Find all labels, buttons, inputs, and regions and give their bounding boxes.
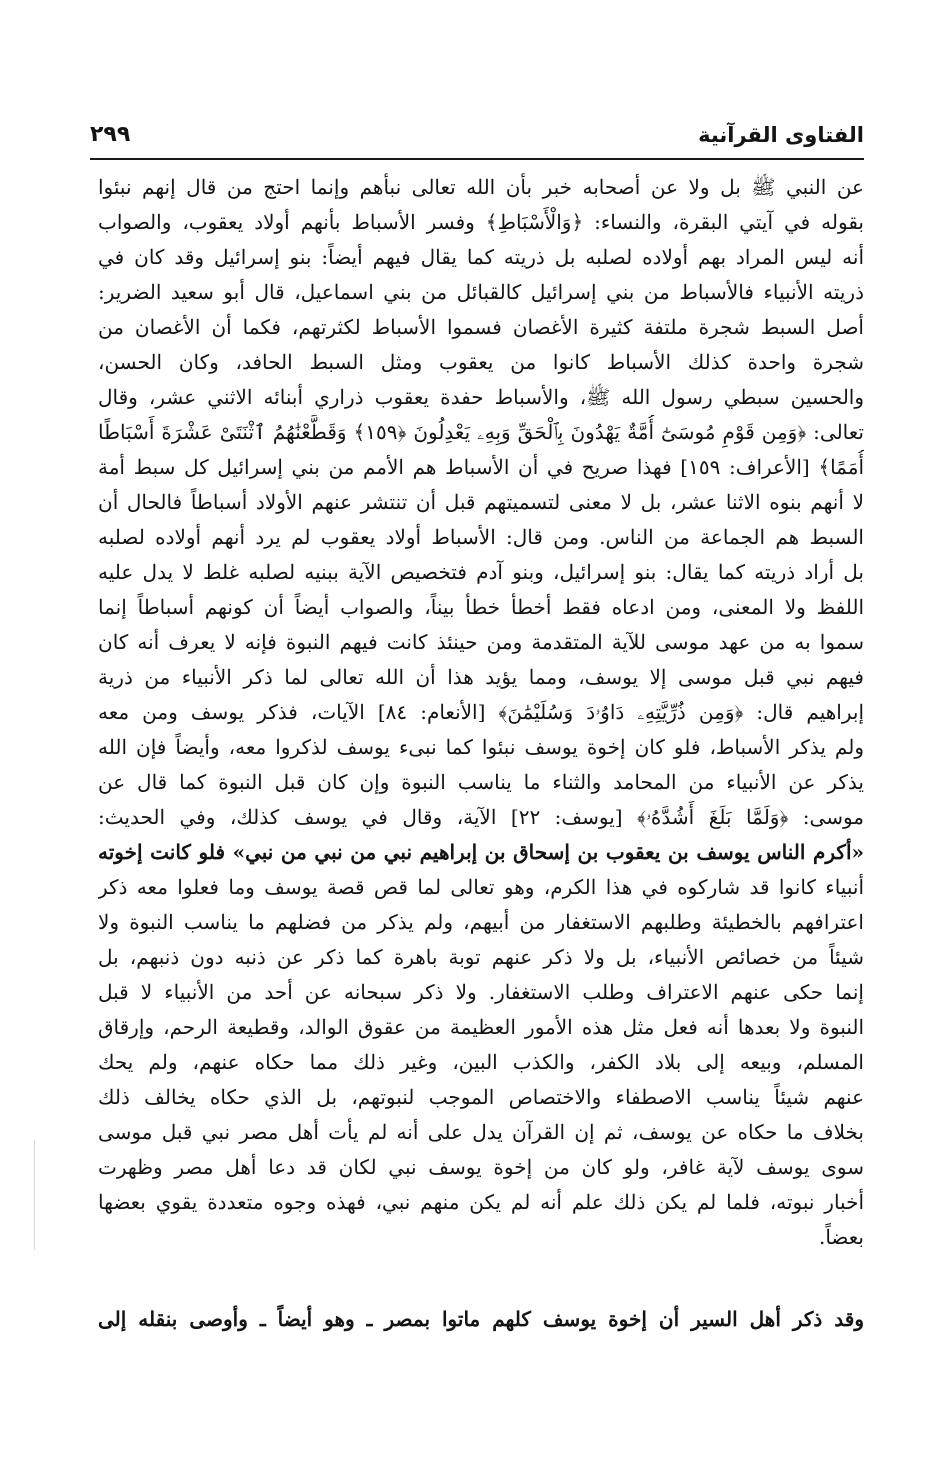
text-line: بخلاف ما حكاه عن يوسف، ثم إن القرآن يدل على أنه لم يأت أهل مصر نبي قبل موسى xyxy=(98,1120,864,1144)
text-line: سموا به من عهد موسى للآية المتقدمة ومن حينئذ كانت فيهم النبوة فإنه لا يعرف أنه كان xyxy=(98,630,864,654)
text-line: بقوله في آيتي البقرة، والنساء: ﴿وَالْأَسْبَاطِ﴾ وفسر الأسباط بأنهم أولاد يعقوب، والصواب xyxy=(98,210,864,234)
text-line: وقد ذكر أهل السير أن إخوة يوسف كلهم ماتوا بمصر ـ وهو أيضاً ـ وأوصى بنقله إلى xyxy=(98,1307,864,1331)
text-line: ذريته الأنبياء فالأسباط من بني إسرائيل كالقبائل من بني اسماعيل، قال أبو سعيد الضرير: xyxy=(98,280,864,304)
text-line: السبط هم الجماعة من الناس. ومن قال: الأسباط أولاد يعقوب لم يرد أنهم أولاده لصلبه xyxy=(98,525,864,549)
text-line: عنهم شيئاً يناسب الاصطفاء والاختصاص الموجب لنبوتهم، بل الذي حكاه يخالف ذلك xyxy=(98,1085,864,1109)
text-line: موسى: ﴿وَلَمَّا بَلَغَ أَشُدَّهُۥ﴾ [يوسف: ٢٢] الآية، وقال في يوسف كذلك، وفي الحديث: xyxy=(98,805,864,829)
text-line: لا أنهم بنوه الاثنا عشر، بل لا معنى لتسميتهم قبل أن تنتشر عنهم الأولاد أسباطاً فالحال أن xyxy=(98,490,864,514)
text-line: سوى يوسف لآية غافر، ولو كان من إخوة يوسف نبي لكان قد دعا أهل مصر وظهرت xyxy=(98,1155,864,1179)
text-line: بل أراد ذريته كما يقال: بنو إسرائيل، وبنو آدم فتخصيص الآية ببنيه لصلبه غلط لا يدل عليه xyxy=(98,560,864,584)
text-line: أصل السبط شجرة ملتفة كثيرة الأغصان فسموا الأسباط لكثرتهم، فكما أن الأغصان من xyxy=(98,315,864,339)
quran-verse-line: تعالى: ﴿وَمِن قَوْمِ مُوسَىٰٓ أُمَّةٌ يَهْدُونَ بِٱلْحَقِّ وَبِهِۦ يَعْدِلُونَ ﴿١٥٩﴾ وَقَطَّعْنَٰهُمُ ٱثْنَتَىْ عَشْرَةَ أَسْبَاطًا xyxy=(98,420,864,444)
text-line: إبراهيم قال: ﴿وَمِن ذُرِّيَّتِهِۦ دَاوُۥدَ وَسُلَيْمَٰنَ﴾ [الأنعام: ٨٤] الآيات، فذكر يوسف ومن معه xyxy=(98,700,864,724)
text-line: بعضاً. xyxy=(818,1225,864,1249)
text-line: النبوة ولا بعدها أنه فعل مثل هذه الأمور العظيمة من عقوق الوالد، وقطيعة الرحم، وإرقاق xyxy=(98,1015,864,1039)
text-line: فيهم نبي قبل موسى إلا يوسف، ومما يؤيد هذا أن الله تعالى لما ذكر الأنبياء من ذرية xyxy=(98,665,864,689)
text-line: اعترافهم بالخطيئة وطلبهم الاستغفار من أبيهم، ولم يذكر من فضلهم ما يناسب النبوة ولا xyxy=(98,910,864,934)
hadith-line: «أكرم الناس يوسف بن يعقوب بن إسحاق بن إبراهيم نبي من نبي من نبي» فلو كانت إخوته xyxy=(98,840,864,864)
text-line: عن النبي ﷺ بل ولا عن أصحابه خبر بأن الله تعالى نبأهم وإنما احتج من قال إنهم نبئوا xyxy=(98,175,864,199)
text-line: شجرة واحدة كذلك الأسباط كانوا من يعقوب ومثل السبط الحافد، وكان الحسن، xyxy=(98,350,864,374)
text-line: يذكر عن الأنبياء من المحامد والثناء ما يناسب النبوة وإن كان قبل النبوة كما قال عن xyxy=(98,770,864,794)
main-paragraph xyxy=(98,170,864,1255)
text-line: إنما حكى عنهم الاعتراف وطلب الاستغفار. ولا ذكر سبحانه عن أحد من الأنبياء لا قبل xyxy=(98,980,864,1004)
page-number: ٢٩٩ xyxy=(90,122,131,147)
text-line: أنه ليس المراد بهم أولاده لصلبه بل ذريته كما يقال فيهم أيضاً: بنو إسرائيل وقد كان في xyxy=(98,245,864,269)
scan-margin-artifact xyxy=(34,1140,35,1250)
text-line: أنبياء كانوا قد شاركوه في هذا الكرم، وهو تعالى لما قص قصة يوسف وما فعلوا معه ذكر xyxy=(98,875,864,899)
text-line: المسلم، وبيعه إلى بلاد الكفر، والكذب البين، وغير ذلك مما حكاه عنهم، ولم يحك xyxy=(98,1050,864,1074)
text-line: أُمَمًا﴾ [الأعراف: ١٥٩] فهذا صريح في أن الأسباط هم الأمم من بني إسرائيل كل سبط أمة xyxy=(98,455,864,479)
text-line: والحسين سبطي رسول الله ﷺ، والأسباط حفدة يعقوب ذراري أبنائه الاثني عشر، وقال xyxy=(98,385,864,409)
page-header xyxy=(90,120,864,156)
running-title: الفتاوى القرآنية xyxy=(698,123,864,147)
header-rule xyxy=(90,158,864,160)
next-paragraph xyxy=(98,1302,864,1337)
text-line: شيئاً من خصائص الأنبياء، بل ولا ذكر عنهم توبة باهرة كما ذكر عن ذنبه دون ذنبهم، بل xyxy=(98,945,864,969)
text-line: اللفظ ولا المعنى، ومن ادعاه فقط أخطأ خطأ بيناً، والصواب أيضاً أن كونهم أسباطاً إنما xyxy=(98,595,864,619)
text-line: أخبار نبوته، فلما لم يكن ذلك علم أنه لم يكن منهم نبي، فهذه وجوه متعددة يقوي بعضها xyxy=(98,1190,864,1214)
text-line: ولم يذكر الأسباط، فلو كان إخوة يوسف نبئوا كما نبىء يوسف لذكروا معه، وأيضاً فإن الله xyxy=(98,735,864,759)
